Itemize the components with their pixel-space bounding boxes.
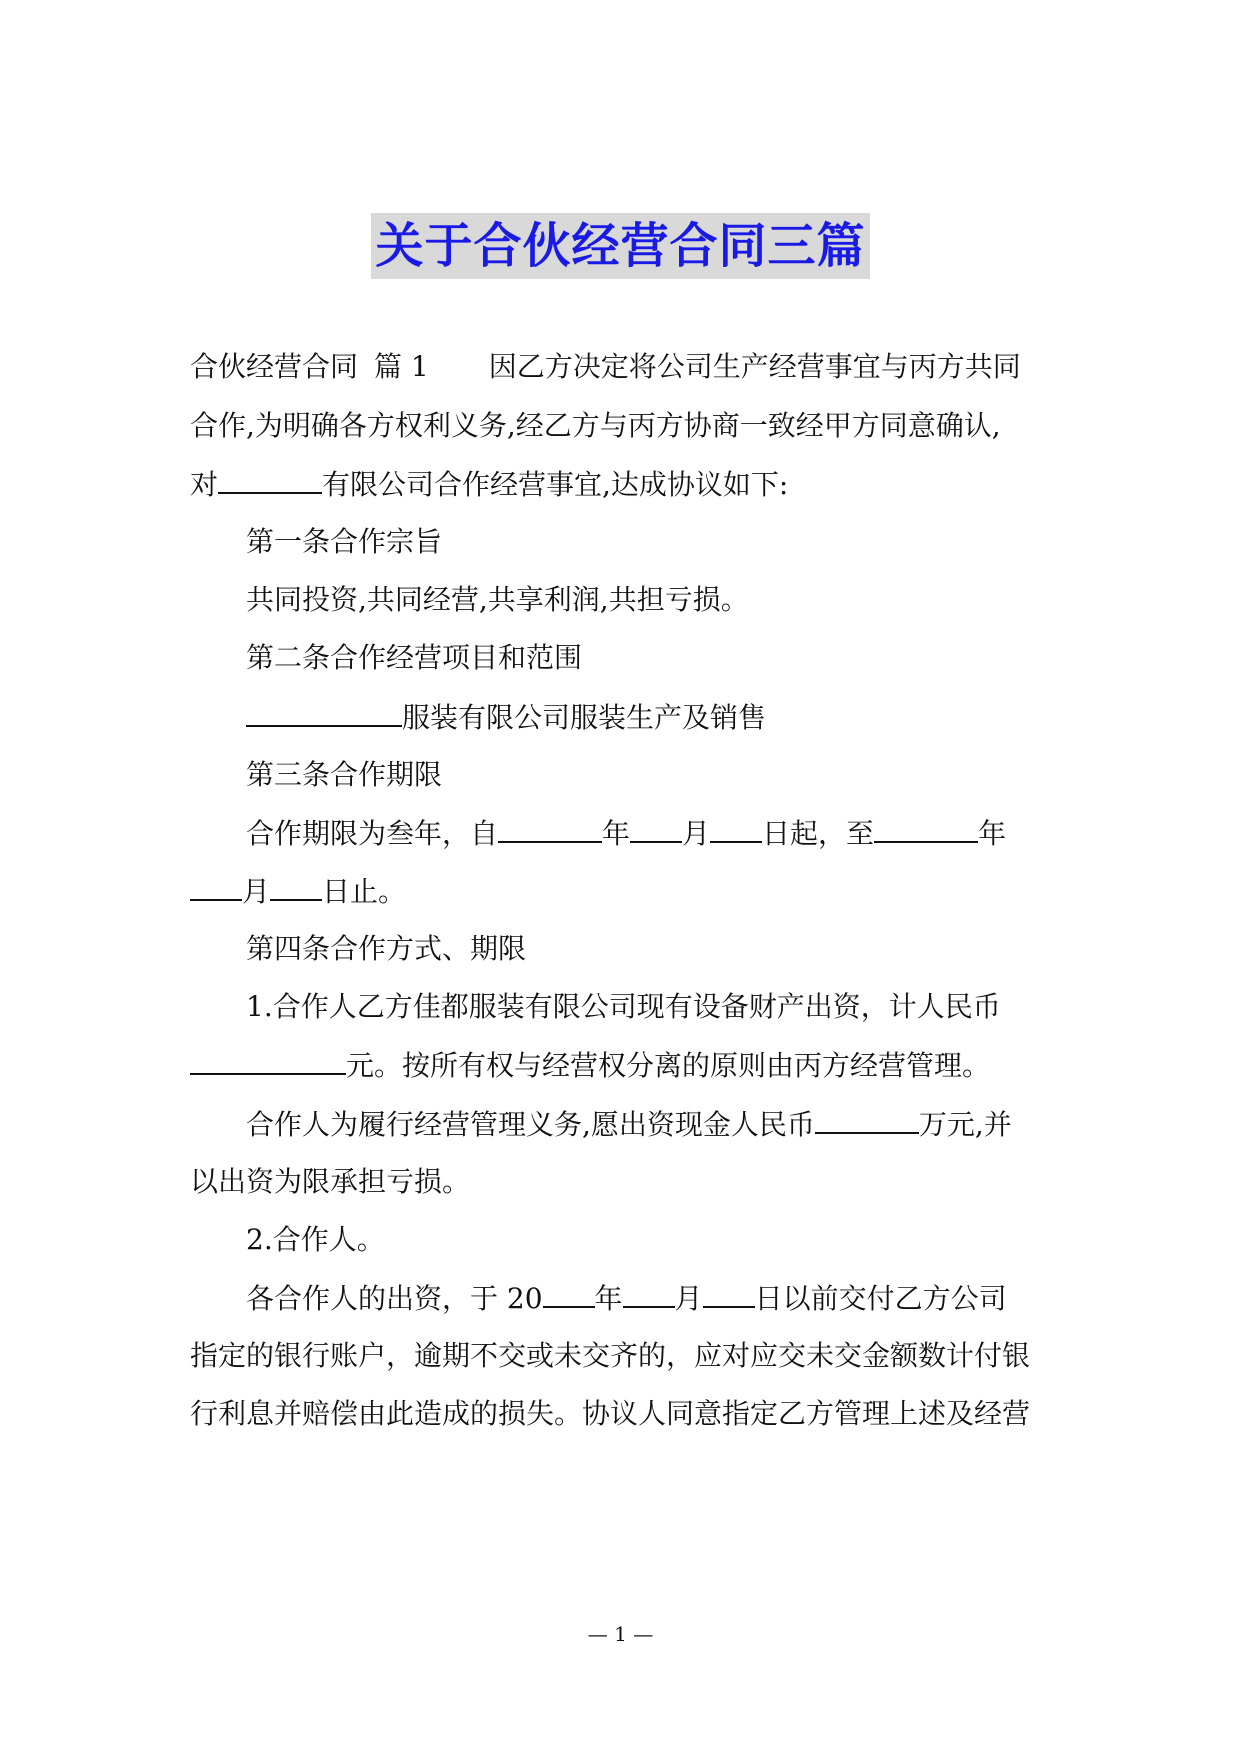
paragraph-line: 以出资为限承担亏损。 bbox=[190, 1165, 471, 1198]
article-heading: 第一条合作宗旨 bbox=[246, 525, 443, 558]
fill-blank bbox=[815, 1104, 919, 1134]
article-heading: 第三条合作期限 bbox=[246, 758, 443, 791]
fill-blank bbox=[498, 813, 602, 843]
fill-blank bbox=[710, 813, 762, 843]
paragraph-line: 合作,为明确各方权利义务,经乙方与丙方协商一致经甲方同意确认, bbox=[190, 409, 1001, 442]
article-heading: 第二条合作经营项目和范围 bbox=[246, 641, 583, 674]
paragraph-line: 1.合作人乙方佳都服装有限公司现有设备财产出资，计人民币 bbox=[246, 990, 1001, 1023]
paragraph-line: 各合作人的出资，于 20 年 月 日以前交付乙方公司 bbox=[246, 1278, 1050, 1318]
paragraph-line: 共同投资,共同经营,共享利润,共担亏损。 bbox=[246, 583, 749, 616]
paragraph-line: 月 日止。 bbox=[190, 871, 1050, 911]
paragraph-line: 行利息并赔偿由此造成的损失。协议人同意指定乙方管理上述及经营 bbox=[190, 1397, 1031, 1430]
contract-heading: 合伙经营合同 bbox=[190, 350, 359, 383]
fill-blank bbox=[623, 1278, 675, 1308]
paragraph-line: 指定的银行账户，逾期不交或未交齐的，应对应交未交金额数计付银 bbox=[190, 1339, 1031, 1372]
fill-blank bbox=[218, 464, 322, 494]
paragraph-line: 合作人为履行经营管理义务,愿出资现金人民币 万元,并 bbox=[246, 1104, 1050, 1144]
fill-blank bbox=[543, 1278, 595, 1308]
paragraph-line: 元。按所有权与经营权分离的原则由丙方经营管理。 bbox=[190, 1045, 1050, 1085]
fill-blank bbox=[874, 813, 978, 843]
paragraph-line: 服装有限公司服装生产及销售 bbox=[246, 697, 1050, 737]
paragraph-line bbox=[190, 347, 1050, 387]
clause-heading: 2.合作人。 bbox=[246, 1223, 385, 1256]
document-title: 关于合伙经营合同三篇 bbox=[371, 213, 869, 279]
fill-blank bbox=[190, 1045, 346, 1075]
fill-blank bbox=[270, 871, 322, 901]
fill-blank bbox=[190, 871, 242, 901]
paragraph-line: 合作期限为叁年，自 年 月 日起，至 年 bbox=[246, 813, 1050, 853]
section-number: 篇 1 bbox=[374, 350, 429, 383]
paragraph-text: 因乙方决定将公司生产经营事宜与丙方共同 bbox=[488, 350, 1021, 383]
page-number: — 1 — bbox=[587, 1622, 654, 1646]
fill-blank bbox=[630, 813, 682, 843]
fill-blank bbox=[703, 1278, 755, 1308]
fill-blank bbox=[246, 697, 402, 727]
paragraph-line: 对 有限公司合作经营事宜,达成协议如下: bbox=[190, 464, 1050, 504]
article-heading: 第四条合作方式、期限 bbox=[246, 932, 527, 965]
